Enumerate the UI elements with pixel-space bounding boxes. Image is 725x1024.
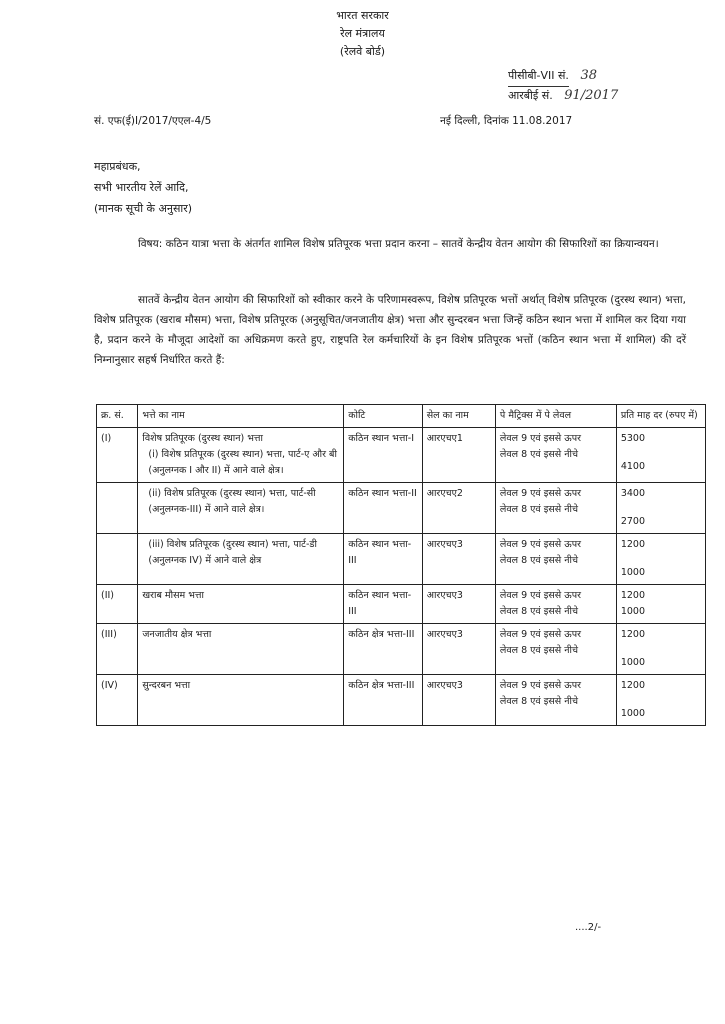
rate-low: 1000 xyxy=(620,606,646,617)
row-levels xyxy=(495,428,616,483)
level-high: लेवल 9 एवं इससे ऊपर xyxy=(499,488,581,499)
continued-marker: ....2/- xyxy=(575,922,602,933)
row-category: कठिन स्थान भत्ता-III xyxy=(344,534,423,585)
addressee-line: (मानक सूची के अनुसार) xyxy=(94,202,193,215)
table-row xyxy=(97,534,706,585)
allowance-name: जनजातीय क्षेत्र भत्ता xyxy=(142,629,212,640)
level-high: लेवल 9 एवं इससे ऊपर xyxy=(499,590,581,601)
table-row xyxy=(97,428,706,483)
table-header-row xyxy=(97,405,706,428)
row-name xyxy=(138,585,344,624)
table-row xyxy=(97,483,706,534)
row-rates xyxy=(616,624,705,675)
level-high: लेवल 9 एवं इससे ऊपर xyxy=(499,433,581,444)
table-row xyxy=(97,585,706,624)
level-low: लेवल 8 एवं इससे नीचे xyxy=(499,606,579,617)
row-rates xyxy=(616,428,705,483)
row-code: आरएचए2 xyxy=(422,483,495,534)
row-sn: (III) xyxy=(97,624,138,675)
row-code: आरएचए1 xyxy=(422,428,495,483)
row-levels xyxy=(495,534,616,585)
rbe-number: 91/2017 xyxy=(564,88,619,103)
header-level: पे मैट्रिक्स में पे लेवल xyxy=(495,405,616,428)
row-code: आरएचए3 xyxy=(422,534,495,585)
rate-high: 5300 xyxy=(620,433,646,444)
row-rates xyxy=(616,675,705,726)
row-name xyxy=(138,624,344,675)
pc-number: 38 xyxy=(580,68,597,83)
level-low: लेवल 8 एवं इससे नीचे xyxy=(499,504,579,515)
row-levels xyxy=(495,483,616,534)
table-row xyxy=(97,675,706,726)
rbe-reference xyxy=(508,86,658,106)
row-code: आरएचए3 xyxy=(422,675,495,726)
row-name xyxy=(138,675,344,726)
addressee xyxy=(94,156,192,219)
row-levels xyxy=(495,675,616,726)
pc-reference xyxy=(508,66,658,86)
header-name: भत्ते का नाम xyxy=(138,405,344,428)
level-high: लेवल 9 एवं इससे ऊपर xyxy=(499,680,581,691)
rate-high: 1200 xyxy=(620,590,646,601)
rate-low: 2700 xyxy=(620,516,646,527)
board-heading: (रेलवे बोर्ड) xyxy=(339,45,386,58)
header-category: कोटि xyxy=(344,405,423,428)
rate-low: 4100 xyxy=(620,461,646,472)
file-number: सं. एफ(ई)I/2017/एएल-4/5 xyxy=(94,115,212,127)
pc-label: पीसीबी-VII सं. xyxy=(508,66,569,87)
row-rates xyxy=(616,585,705,624)
row-sn: (I) xyxy=(97,428,138,483)
table-row xyxy=(97,624,706,675)
level-high: लेवल 9 एवं इससे ऊपर xyxy=(499,629,581,640)
row-name xyxy=(138,483,344,534)
row-category: कठिन क्षेत्र भत्ता-III xyxy=(344,675,423,726)
rate-high: 1200 xyxy=(620,680,646,691)
addressee-line: सभी भारतीय रेलें आदि, xyxy=(94,181,189,194)
rate-low: 1000 xyxy=(620,657,646,668)
rate-high: 1200 xyxy=(620,539,646,550)
row-sn xyxy=(97,483,138,534)
allowance-table xyxy=(96,404,706,726)
row-sn xyxy=(97,534,138,585)
allowance-name: सुन्दरबन भत्ता xyxy=(142,680,191,691)
level-high: लेवल 9 एवं इससे ऊपर xyxy=(499,539,581,550)
row-levels xyxy=(495,624,616,675)
header-sn: क्र. सं. xyxy=(97,405,138,428)
row-category: कठिन स्थान भत्ता-I xyxy=(344,428,423,483)
row-category: कठिन स्थान भत्ता-II xyxy=(344,483,423,534)
row-code: आरएचए3 xyxy=(422,624,495,675)
reference-numbers xyxy=(508,66,658,106)
row-name xyxy=(138,428,344,483)
row-rates xyxy=(616,534,705,585)
row-name xyxy=(138,534,344,585)
row-sn: (II) xyxy=(97,585,138,624)
rbe-label: आरबीई सं. xyxy=(508,89,553,102)
ministry-heading: रेल मंत्रालय xyxy=(340,27,385,40)
row-sn: (IV) xyxy=(97,675,138,726)
level-low: लेवल 8 एवं इससे नीचे xyxy=(499,645,579,656)
header-code: सेल का नाम xyxy=(422,405,495,428)
level-low: लेवल 8 एवं इससे नीचे xyxy=(499,696,579,707)
rate-low: 1000 xyxy=(620,567,646,578)
body-paragraph: सातवें केन्द्रीय वेतन आयोग की सिफारिशों को स्वीकार करने के परिणामस्वरूप, विशेष प्रतिपूरक भत्तों अर्थात् विशेष प्रतिपूरक (दुरस्थ स्थान) भत्ता, विशेष प्रतिपूरक (खराब मौसम) भत्ता, विशेष प्रतिपूरक (अनुसूचित/जनजातीय क्षेत्र) भत्ता और सुन्दरबन भत्ता जिन्हें कठिन स्थान भत्ता में शामिल कर दिया गया है, प्रदान करने के मौजूदा आदेशों का अधिक्रमण करते हुए, राष्ट्रपति रेल कर्मचारियों के इन विशेष प्रतिपूरक भत्तों (कठिन स्थान भत्ता में शामिल) की दरें निम्नानुसार सहर्ष निर्धारित करते हैं: xyxy=(94,294,686,366)
row-code: आरएचए3 xyxy=(422,585,495,624)
subject-line: विषय: कठिन यात्रा भत्ता के अंतर्गत शामिल विशेष प्रतिपूरक भत्ता प्रदान करना – सातवें केन्द्रीय वेतन आयोग की सिफारिशों का क्रियान्वयन। xyxy=(138,238,659,250)
allowance-name: विशेष प्रतिपूरक (दुरस्थ स्थान) भत्ता xyxy=(142,433,263,444)
level-low: लेवल 8 एवं इससे नीचे xyxy=(499,555,579,566)
header-rate: प्रति माह दर (रुपए में) xyxy=(616,405,705,428)
addressee-line: महाप्रबंधक, xyxy=(94,160,141,173)
rate-high: 1200 xyxy=(620,629,646,640)
allowance-sub-item: (i) विशेष प्रतिपूरक (दुरस्थ स्थान) भत्ता, पार्ट-ए और बी (अनुलग्नक I और II) में आने वाले क्षेत्र। xyxy=(148,449,337,476)
row-rates xyxy=(616,483,705,534)
rate-high: 3400 xyxy=(620,488,646,499)
allowance-name: खराब मौसम भत्ता xyxy=(142,590,204,601)
allowance-sub-item: (ii) विशेष प्रतिपूरक (दुरस्थ स्थान) भत्ता, पार्ट-सी (अनुलग्नक-III) में आने वाले क्षेत्र। xyxy=(148,488,316,515)
level-low: लेवल 8 एवं इससे नीचे xyxy=(499,449,579,460)
rate-low: 1000 xyxy=(620,708,646,719)
row-category: कठिन स्थान भत्ता-III xyxy=(344,585,423,624)
place-date: नई दिल्ली, दिनांक 11.08.2017 xyxy=(440,115,573,127)
allowance-sub-item: (iii) विशेष प्रतिपूरक (दुरस्थ स्थान) भत्ता, पार्ट-डी (अनुलग्नक IV) में आने वाले क्षेत्र xyxy=(148,539,317,566)
row-levels xyxy=(495,585,616,624)
row-category: कठिन क्षेत्र भत्ता-III xyxy=(344,624,423,675)
govt-heading: भारत सरकार xyxy=(336,9,389,22)
